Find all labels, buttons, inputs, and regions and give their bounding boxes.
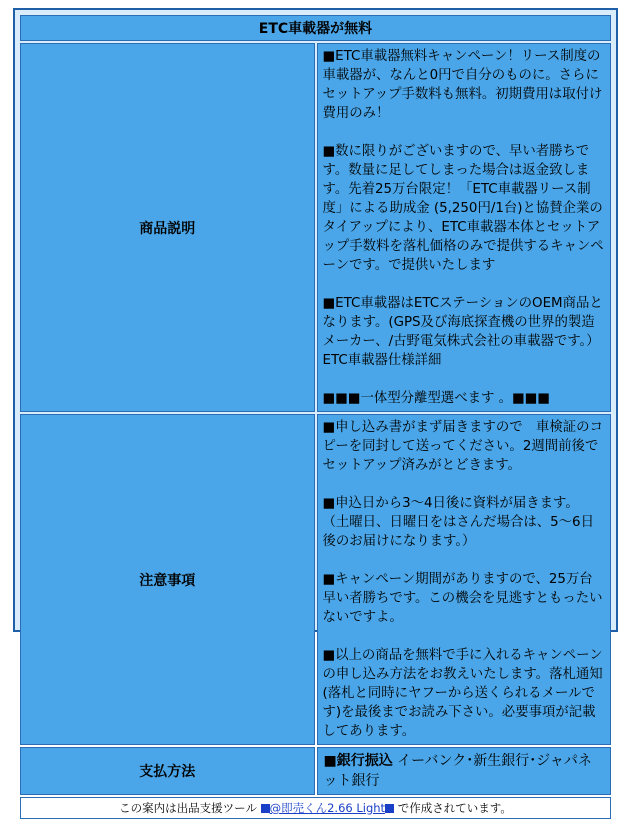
paragraph: ■申し込み書がまず届きますので 車検証のコピーを同封して送ってください。2週間前後でセットアップ済みがとどきます。 [322,420,603,473]
paragraph: ■以上の商品を無料で手に入れるキャンペーンの申し込み方法をお教えいたします。落札通知(落札と同時にヤフーから送くられるメールです)を最後までお読み下さい。必要事項が記載してあります。 [322,648,603,739]
payment-method: ■銀行振込 [323,753,393,769]
footer-suffix: で作成されています。 [394,801,512,815]
row-label-notes: 注意事項 [20,414,315,745]
row-label-product-description: 商品説明 [20,43,315,412]
footer [20,797,611,819]
listing-frame [13,8,618,815]
notes-content [317,414,612,745]
square-icon [385,804,394,813]
payment-content [317,747,612,795]
footer-prefix: この案内は出品支援ツール [119,801,261,815]
tool-name: @即売くん2.66 Light [269,801,386,815]
paragraph: ■■■一体型分離型選べます 。■■■ [322,391,550,406]
paragraph: ■数に限りがございますので、早い者勝ちです。数量に足してしまった場合は返金致します。先着25万台限定！「ETC車載器リース制度」による助成金 (5,250円/1台)と協賛企業のタイアップにより、ETC車載器本体とセットアップ手数料を落札価格のみで提供するキャンペーンです。で提供いたします [322,144,604,273]
paragraph: ■キャンペーン期間がありますので、25万台早い者勝ちです。この機会を見逃すともったいないですよ。 [322,572,603,625]
paragraph: ■ETC車載器無料キャンペーン！リース制度の車載器が、なんと0円で自分のものに。さらにセットアップ手数料も無料。初期費用は取付け費用のみ！ [322,49,603,121]
product-description-content [317,43,612,412]
tool-link[interactable] [261,801,394,815]
paragraph: ■申込日から3～4日後に資料が届きます。 （土曜日、日曜日をはさんだ場合は、5～6日後のお届けになります。） [322,496,594,549]
row-label-payment: 支払方法 [20,747,315,795]
square-icon [261,804,270,813]
paragraph: ■ETC車載器はETCステーションのOEM商品となります。(GPS及び海底探査機の世界的製造メーカー、/古野電気株式会社の車載器です。）ETC車載器仕様詳細 [322,296,603,368]
page-title: ETC車載器が無料 [20,15,611,41]
listing-table [18,13,613,821]
payment-banks: イーバンク･新生銀行･ジャパネット銀行 [323,753,592,789]
